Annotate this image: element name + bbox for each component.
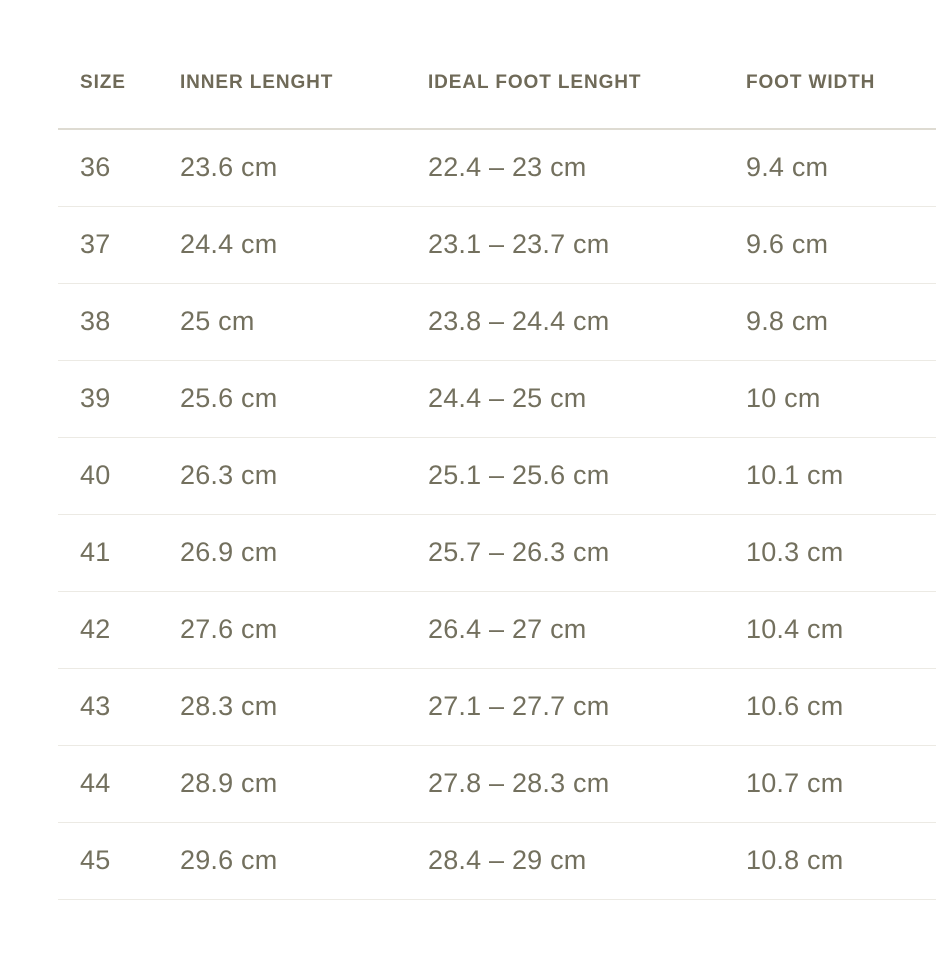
cell-ideal: 26.4 – 27 cm: [406, 592, 724, 669]
cell-width: 10.7 cm: [724, 746, 936, 823]
table-row: [58, 129, 936, 207]
cell-width: 10 cm: [724, 361, 936, 438]
column-header-foot-width: FOOT WIDTH: [724, 72, 936, 129]
cell-size: 45: [58, 823, 158, 900]
cell-size: 39: [58, 361, 158, 438]
cell-size: 38: [58, 284, 158, 361]
table-row: [58, 438, 936, 515]
size-chart-container: [58, 72, 936, 900]
column-header-inner-lenght: INNER LENGHT: [158, 72, 406, 129]
cell-ideal: 25.1 – 25.6 cm: [406, 438, 724, 515]
size-chart-table: [58, 72, 936, 900]
table-row: [58, 823, 936, 900]
table-header: [58, 72, 936, 129]
column-header-size: SIZE: [58, 72, 158, 129]
cell-ideal: 27.1 – 27.7 cm: [406, 669, 724, 746]
cell-ideal: 24.4 – 25 cm: [406, 361, 724, 438]
cell-inner: 29.6 cm: [158, 823, 406, 900]
cell-width: 10.3 cm: [724, 515, 936, 592]
cell-size: 44: [58, 746, 158, 823]
cell-ideal: 27.8 – 28.3 cm: [406, 746, 724, 823]
cell-inner: 28.3 cm: [158, 669, 406, 746]
cell-inner: 25 cm: [158, 284, 406, 361]
cell-inner: 28.9 cm: [158, 746, 406, 823]
table-row: [58, 207, 936, 284]
table-row: [58, 515, 936, 592]
table-row: [58, 592, 936, 669]
cell-ideal: 28.4 – 29 cm: [406, 823, 724, 900]
cell-ideal: 23.8 – 24.4 cm: [406, 284, 724, 361]
table-row: [58, 361, 936, 438]
column-header-ideal-foot-lenght: IDEAL FOOT LENGHT: [406, 72, 724, 129]
cell-inner: 25.6 cm: [158, 361, 406, 438]
cell-ideal: 25.7 – 26.3 cm: [406, 515, 724, 592]
cell-inner: 23.6 cm: [158, 129, 406, 207]
cell-ideal: 22.4 – 23 cm: [406, 129, 724, 207]
cell-size: 37: [58, 207, 158, 284]
cell-size: 42: [58, 592, 158, 669]
cell-inner: 24.4 cm: [158, 207, 406, 284]
cell-width: 9.4 cm: [724, 129, 936, 207]
cell-width: 9.8 cm: [724, 284, 936, 361]
cell-inner: 26.3 cm: [158, 438, 406, 515]
table-body: [58, 129, 936, 900]
cell-width: 10.4 cm: [724, 592, 936, 669]
cell-size: 43: [58, 669, 158, 746]
cell-width: 10.1 cm: [724, 438, 936, 515]
cell-size: 41: [58, 515, 158, 592]
table-row: [58, 669, 936, 746]
cell-width: 10.6 cm: [724, 669, 936, 746]
table-header-row: [58, 72, 936, 129]
cell-width: 10.8 cm: [724, 823, 936, 900]
cell-inner: 26.9 cm: [158, 515, 406, 592]
cell-size: 36: [58, 129, 158, 207]
cell-inner: 27.6 cm: [158, 592, 406, 669]
table-row: [58, 746, 936, 823]
table-row: [58, 284, 936, 361]
cell-size: 40: [58, 438, 158, 515]
cell-ideal: 23.1 – 23.7 cm: [406, 207, 724, 284]
cell-width: 9.6 cm: [724, 207, 936, 284]
